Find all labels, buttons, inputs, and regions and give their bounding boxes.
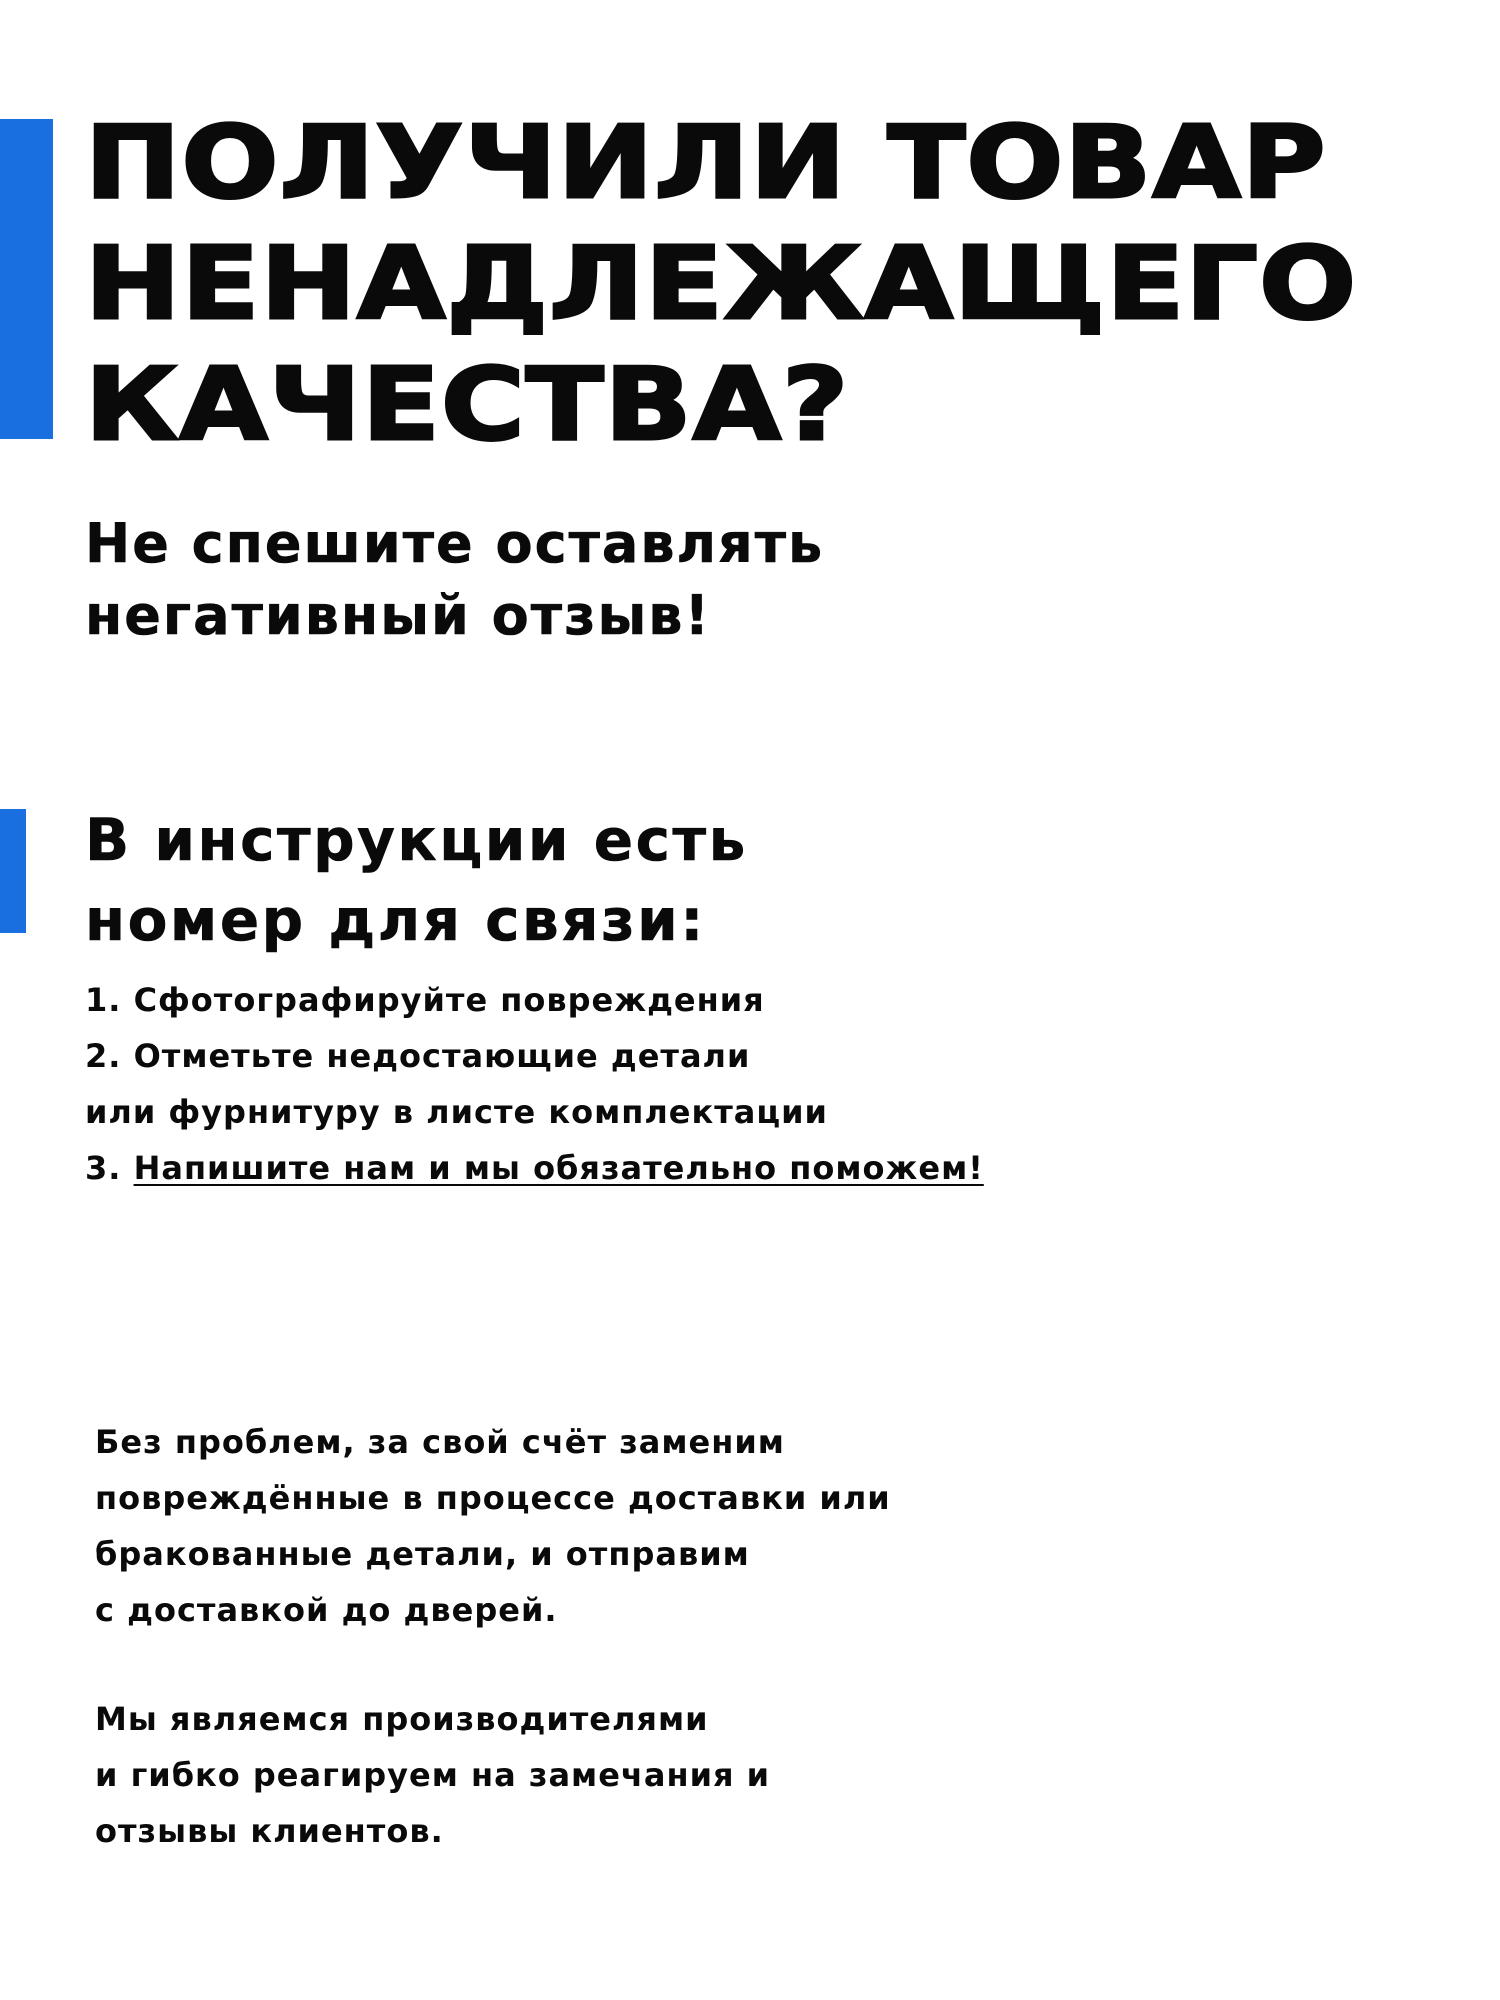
step-item [85, 1140, 984, 1196]
accent-bar-top [0, 119, 53, 439]
paragraph-line: отзывы клиентов. [95, 1812, 444, 1850]
title-line: ПОЛУЧИЛИ ТОВАР [85, 104, 1327, 221]
step-item: 2. Отметьте недостающие детали [85, 1037, 751, 1075]
paragraph-line: Без проблем, за свой счёт заменим [95, 1423, 785, 1461]
section-title-line: В инструкции есть [85, 806, 748, 874]
subtitle-line: негативный отзыв! [85, 584, 712, 647]
contact-us-link[interactable]: Напишите нам и мы обязательно поможем! [133, 1149, 984, 1187]
step-number: 3. [85, 1149, 134, 1187]
steps-list [85, 972, 984, 1196]
manufacturer-paragraph [95, 1691, 770, 1859]
contact-section-title [85, 800, 748, 960]
paragraph-line: и гибко реагируем на замечания и [95, 1756, 771, 1794]
accent-bar-middle [0, 809, 26, 933]
replacement-paragraph [95, 1414, 891, 1638]
subtitle [85, 508, 824, 652]
title-line: НЕНАДЛЕЖАЩЕГО [85, 225, 1358, 342]
step-item: или фурнитуру в листе комплектации [85, 1093, 828, 1131]
paragraph-line: повреждённые в процессе доставки или [95, 1479, 891, 1517]
section-title-line: номер для связи: [85, 886, 706, 954]
paragraph-line: Мы являемся производителями [95, 1700, 709, 1738]
step-item: 1. Сфотографируйте повреждения [85, 981, 765, 1019]
subtitle-line: Не спешите оставлять [85, 512, 825, 575]
page-title [85, 102, 1357, 465]
paragraph-line: бракованные детали, и отправим [95, 1535, 750, 1573]
title-line: КАЧЕСТВА? [85, 346, 850, 463]
paragraph-line: с доставкой до дверей. [95, 1591, 558, 1629]
